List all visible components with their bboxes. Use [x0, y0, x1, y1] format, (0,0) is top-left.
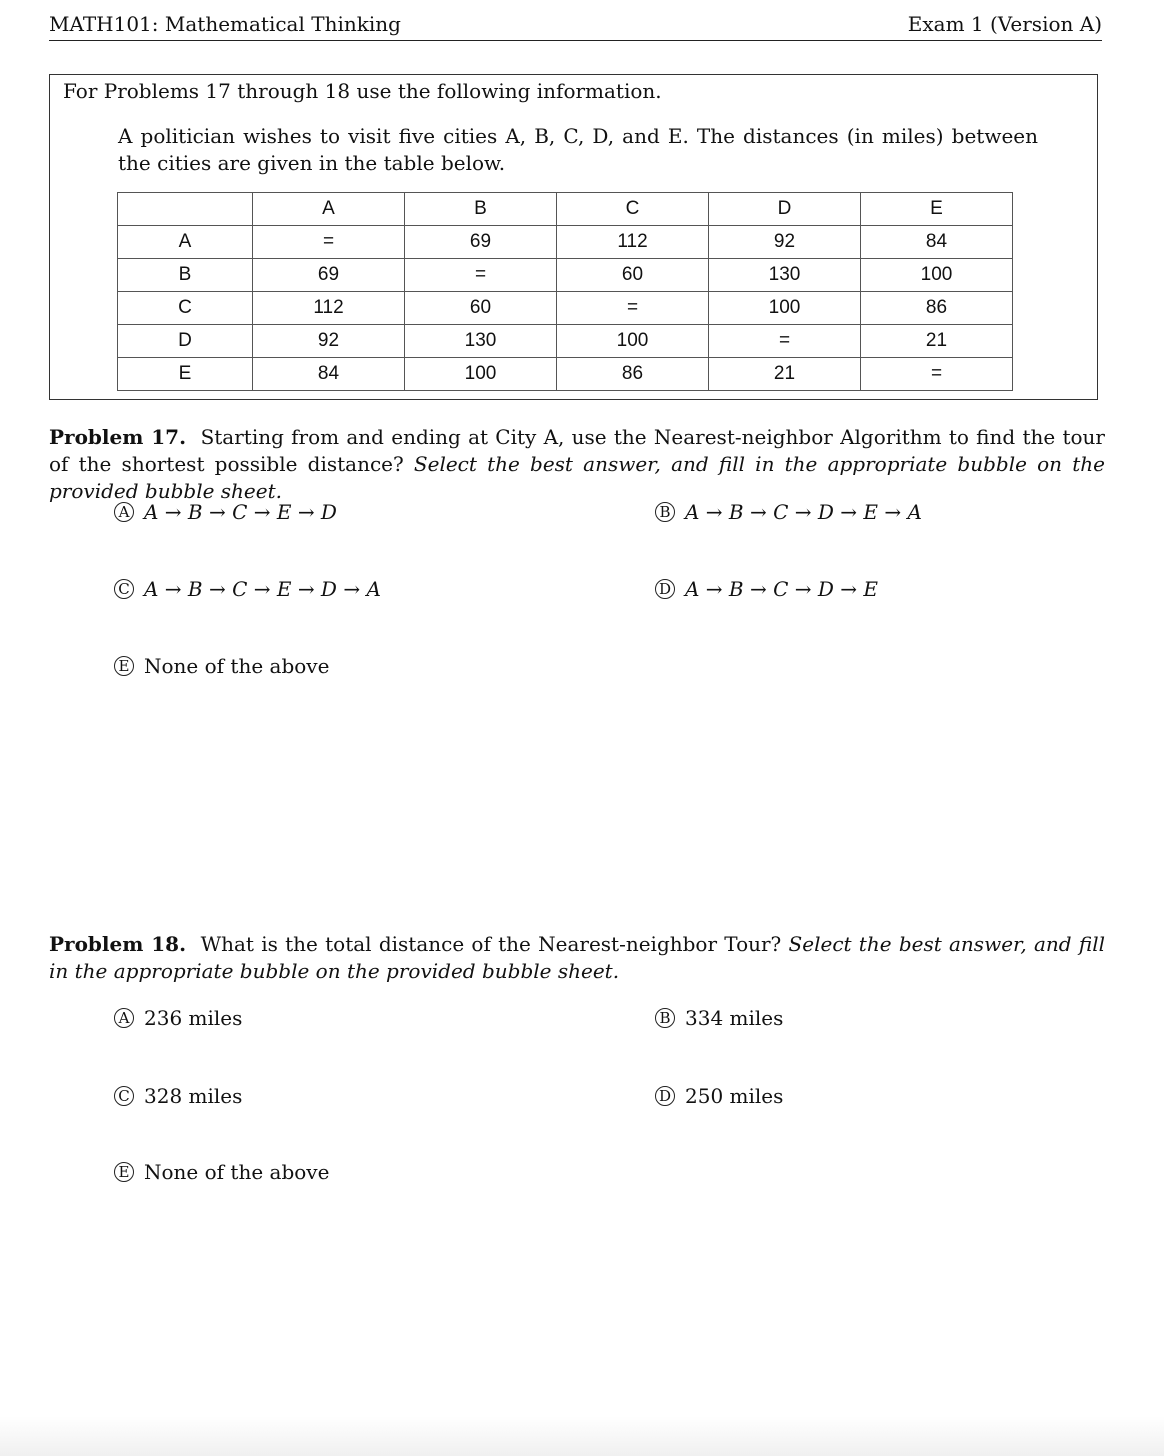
- table-row: [118, 358, 1013, 391]
- table-cell: =: [709, 325, 861, 358]
- table-row: [118, 325, 1013, 358]
- option-text: A → B → C → D → E: [685, 577, 878, 601]
- p17-option-e[interactable]: [114, 654, 329, 678]
- option-text: A → B → C → E → D → A: [144, 577, 381, 601]
- row-header: B: [118, 259, 253, 292]
- table-header-row: [118, 193, 1013, 226]
- table-cell: 100: [709, 292, 861, 325]
- problem-18-label: Problem 18.: [49, 932, 187, 956]
- table-cell: 84: [861, 226, 1013, 259]
- row-header: D: [118, 325, 253, 358]
- table-cell: 69: [253, 259, 405, 292]
- p18-option-b[interactable]: [655, 1006, 783, 1030]
- answer-bubble[interactable]: B: [655, 1008, 675, 1028]
- answer-bubble[interactable]: B: [655, 502, 675, 522]
- table-cell: =: [253, 226, 405, 259]
- answer-bubble[interactable]: C: [114, 579, 134, 599]
- problem-17-instruction: Select the best answer, and fill in the appropriate bubble on the provided bubble sheet.: [49, 452, 1105, 503]
- p17-option-a[interactable]: [114, 500, 337, 524]
- table-cell: 100: [861, 259, 1013, 292]
- info-box: [49, 74, 1098, 400]
- column-header: C: [557, 193, 709, 226]
- table-cell: 69: [405, 226, 557, 259]
- table-cell: 84: [253, 358, 405, 391]
- option-text: A → B → C → E → D: [144, 500, 337, 524]
- course-title: MATH101: Mathematical Thinking: [49, 12, 401, 36]
- problem-18-instruction: Select the best answer, and fill in the appropriate bubble on the provided bubble sheet.: [49, 932, 1105, 983]
- table-cell: 100: [405, 358, 557, 391]
- problem-17-label: Problem 17.: [49, 425, 187, 449]
- table-row: [118, 259, 1013, 292]
- column-header: B: [405, 193, 557, 226]
- problem-17: [49, 424, 1105, 505]
- info-description: A politician wishes to visit five cities A, B, C, D, and E. The distances (in miles) between the cities are given in the table below.: [118, 124, 1038, 175]
- option-text: 328 miles: [144, 1084, 243, 1108]
- distance-table: [117, 192, 1013, 391]
- option-text: A → B → C → D → E → A: [685, 500, 922, 524]
- problem-17-text: Starting from and ending at City A, use the Nearest-neighbor Algorithm to find the tour of the shortest possible distance?: [49, 425, 1105, 476]
- answer-bubble[interactable]: D: [655, 579, 675, 599]
- row-header: A: [118, 226, 253, 259]
- table-cell: 60: [557, 259, 709, 292]
- problem-18: [49, 931, 1105, 985]
- answer-bubble[interactable]: E: [114, 1162, 134, 1182]
- table-cell: 21: [709, 358, 861, 391]
- table-row: [118, 226, 1013, 259]
- p17-option-d[interactable]: [655, 577, 878, 601]
- table-corner-cell: [118, 193, 253, 226]
- answer-bubble[interactable]: E: [114, 656, 134, 676]
- table-cell: 92: [709, 226, 861, 259]
- row-header: E: [118, 358, 253, 391]
- p18-option-c[interactable]: [114, 1084, 242, 1108]
- option-text: None of the above: [144, 1160, 330, 1184]
- p17-option-b[interactable]: [655, 500, 922, 524]
- option-text: 236 miles: [144, 1006, 243, 1030]
- answer-bubble[interactable]: A: [114, 502, 134, 522]
- table-cell: 112: [253, 292, 405, 325]
- bottom-shadow: [0, 1416, 1164, 1456]
- table-cell: =: [861, 358, 1013, 391]
- table-cell: 130: [405, 325, 557, 358]
- row-header: C: [118, 292, 253, 325]
- column-header: E: [861, 193, 1013, 226]
- option-text: 334 miles: [685, 1006, 784, 1030]
- table-cell: 112: [557, 226, 709, 259]
- column-header: D: [709, 193, 861, 226]
- option-text: None of the above: [144, 654, 330, 678]
- table-cell: =: [557, 292, 709, 325]
- table-cell: 86: [861, 292, 1013, 325]
- table-cell: 60: [405, 292, 557, 325]
- table-cell: 100: [557, 325, 709, 358]
- p18-option-a[interactable]: [114, 1006, 242, 1030]
- table-cell: 21: [861, 325, 1013, 358]
- table-cell: 92: [253, 325, 405, 358]
- table-cell: 86: [557, 358, 709, 391]
- table-cell: =: [405, 259, 557, 292]
- problem-18-text: What is the total distance of the Nearest-neighbor Tour?: [200, 932, 782, 956]
- p18-option-e[interactable]: [114, 1160, 329, 1184]
- table-cell: 130: [709, 259, 861, 292]
- option-text: 250 miles: [685, 1084, 784, 1108]
- answer-bubble[interactable]: D: [655, 1086, 675, 1106]
- table-row: [118, 292, 1013, 325]
- p17-option-c[interactable]: [114, 577, 381, 601]
- answer-bubble[interactable]: C: [114, 1086, 134, 1106]
- column-header: A: [253, 193, 405, 226]
- exam-version: Exam 1 (Version A): [907, 12, 1102, 36]
- page-header: [49, 12, 1102, 41]
- answer-bubble[interactable]: A: [114, 1008, 134, 1028]
- info-intro: For Problems 17 through 18 use the following information.: [63, 79, 662, 103]
- p18-option-d[interactable]: [655, 1084, 783, 1108]
